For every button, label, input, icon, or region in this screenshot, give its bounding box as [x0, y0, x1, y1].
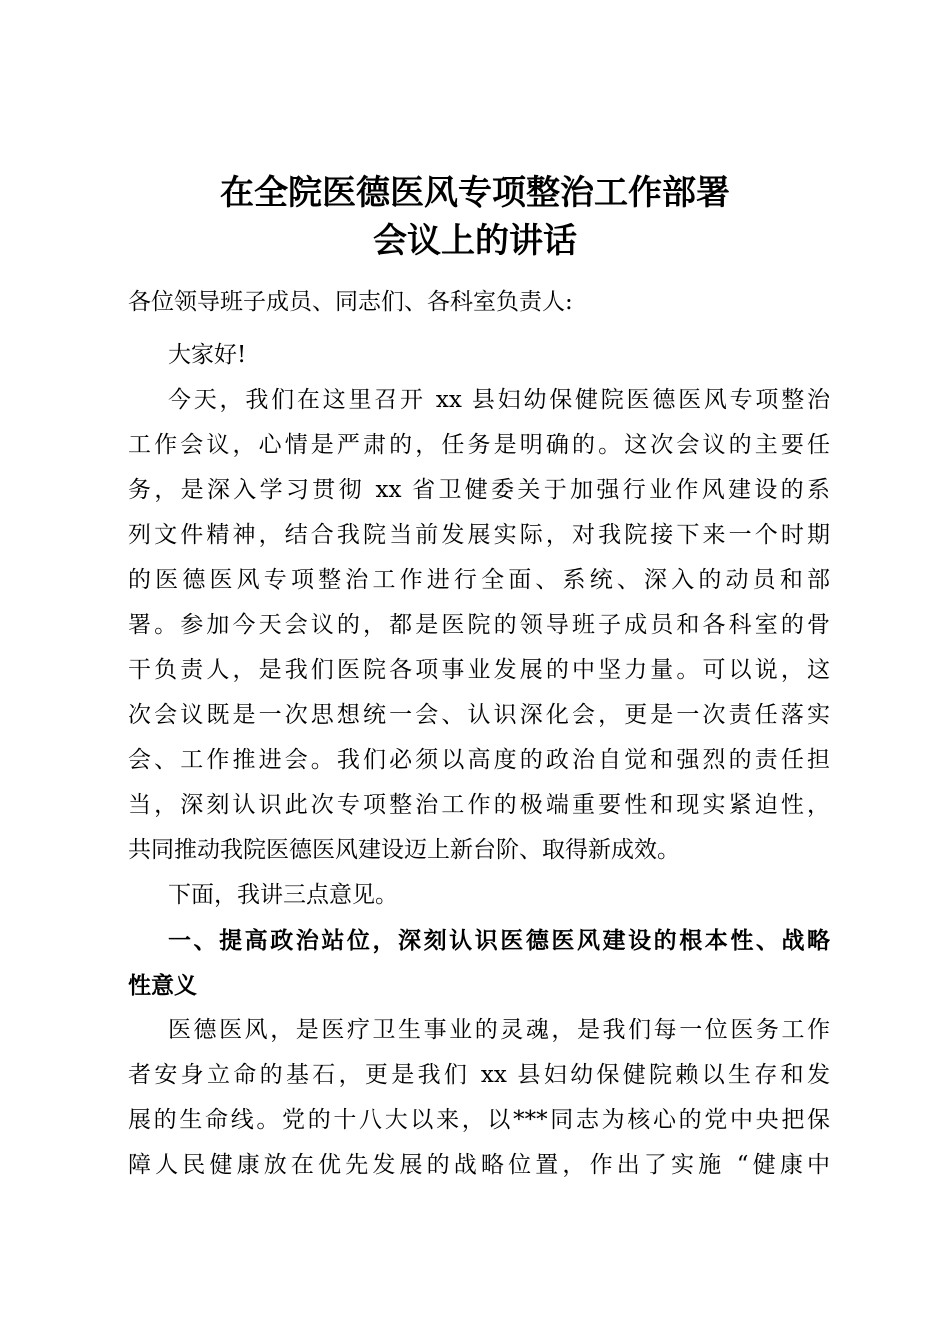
paragraph [128, 280, 830, 325]
text-line: 医德医风，是医疗卫生事业的灵魂，是我们每一位医务工作 [168, 1017, 830, 1043]
text-line: 各位领导班子成员、同志们、各科室负责人: [128, 289, 573, 315]
text-line: 今天，我们在这里召开 xx 县妇幼保健院医德医风专项整治 [168, 387, 830, 413]
paragraph [128, 873, 830, 918]
text-line: 署。参加今天会议的，都是医院的领导班子成员和各科室的骨 [128, 612, 830, 638]
text-line: 下面，我讲三点意见。 [168, 882, 398, 908]
document-title-line-1: 在全院医德医风专项整治工作部署 [220, 173, 730, 213]
document-body [128, 280, 830, 1188]
text-line: 一、提高政治站位，深刻认识医德医风建设的根本性、战略 [168, 927, 830, 954]
text-line: 大家好! [168, 342, 247, 368]
text-line: 性意义 [128, 972, 197, 999]
section-heading [128, 918, 830, 1008]
document-title-line-2: 会议上的讲话 [373, 221, 577, 261]
text-line: 者安身立命的基石，更是我们 xx 县妇幼保健院赖以生存和发 [128, 1062, 830, 1088]
text-line: 障人民健康放在优先发展的战略位置，作出了实施 “健康中 [128, 1152, 830, 1178]
paragraph [128, 1008, 830, 1188]
text-line: 展的生命线。党的十八大以来，以***同志为核心的党中央把保 [128, 1107, 830, 1133]
text-line: 干负责人，是我们医院各项事业发展的中坚力量。可以说，这 [128, 657, 830, 683]
text-line: 的医德医风专项整治工作进行全面、系统、深入的动员和部 [128, 567, 830, 593]
text-line: 当，深刻认识此次专项整治工作的极端重要性和现实紧迫性， [128, 792, 830, 818]
text-line: 次会议既是一次思想统一会、认识深化会，更是一次责任落实 [128, 702, 830, 728]
text-line: 会、工作推进会。我们必须以高度的政治自觉和强烈的责任担 [128, 747, 830, 773]
text-line: 务，是深入学习贯彻 xx 省卫健委关于加强行业作风建设的系 [128, 477, 830, 503]
paragraph [128, 333, 830, 378]
text-line: 共同推动我院医德医风建设迈上新台阶、取得新成效。 [128, 837, 680, 863]
text-line: 列文件精神，结合我院当前发展实际，对我院接下来一个时期 [128, 522, 830, 548]
text-line: 工作会议，心情是严肃的，任务是明确的。这次会议的主要任 [128, 432, 830, 458]
paragraph [128, 378, 830, 873]
